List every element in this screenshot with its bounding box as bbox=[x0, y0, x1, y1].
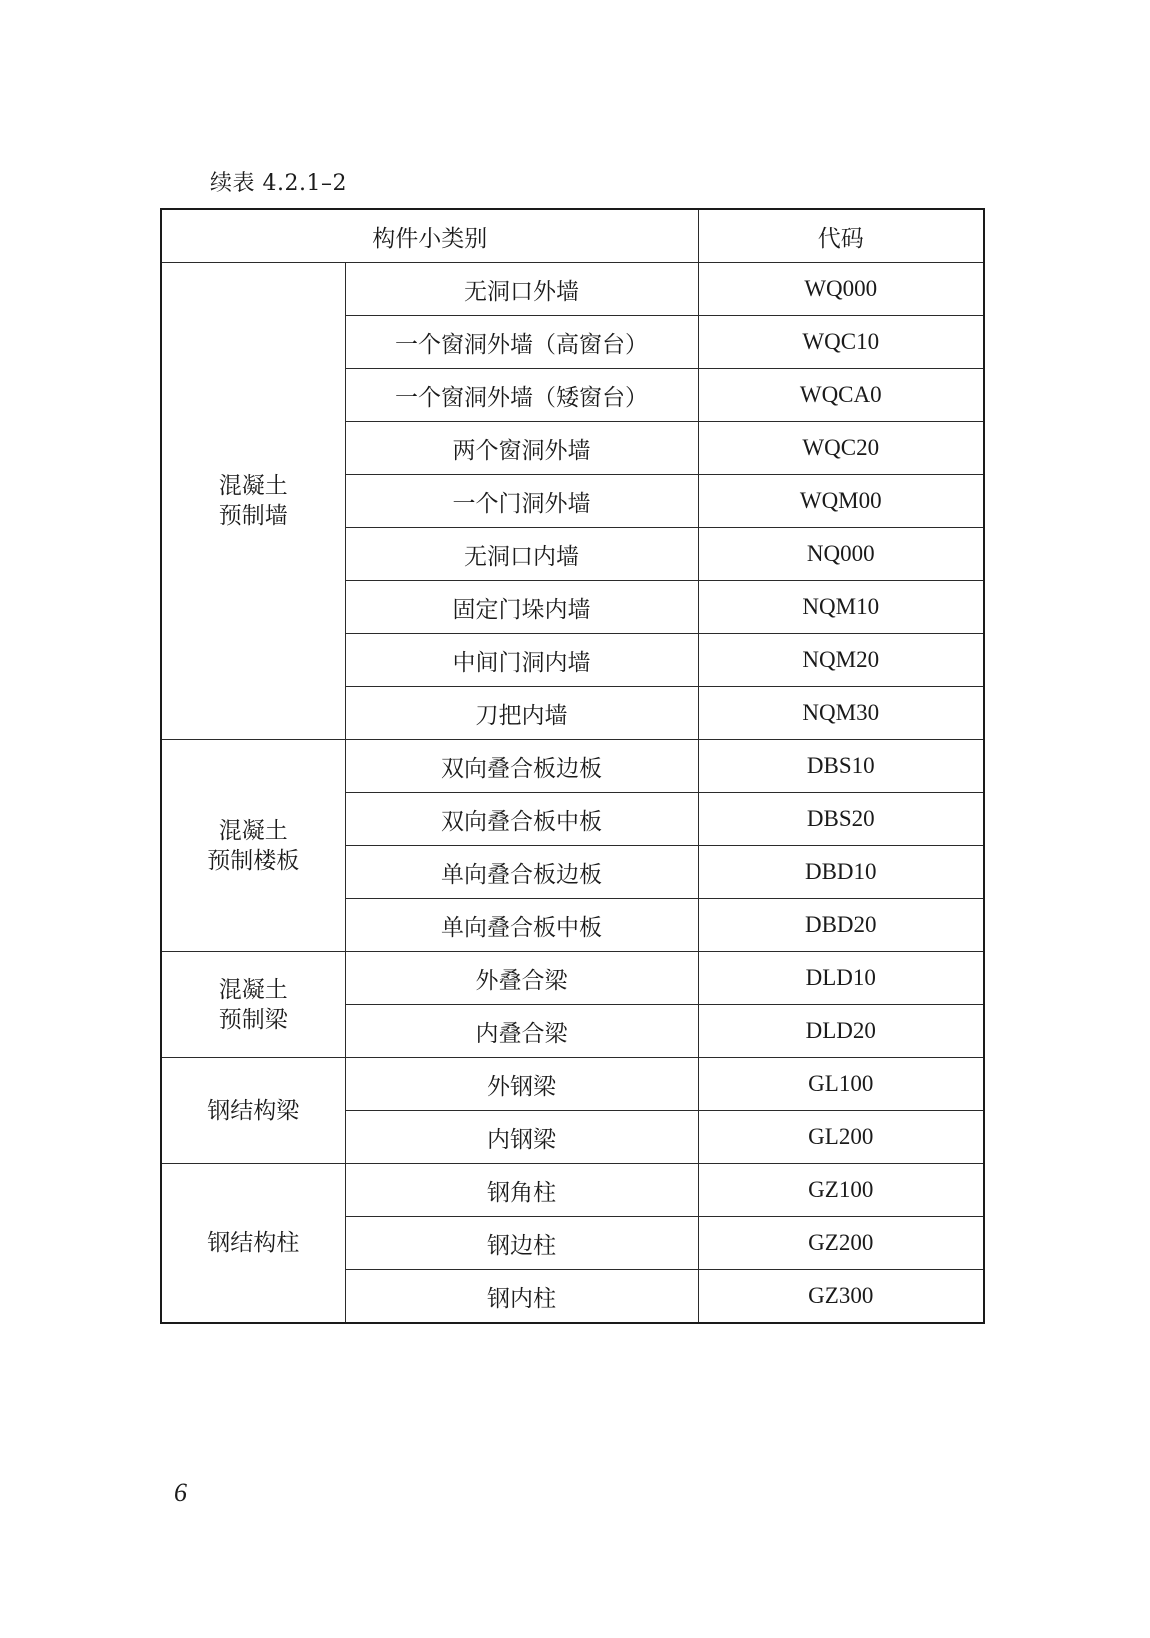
code-cell: DBD10 bbox=[698, 846, 984, 899]
header-code: 代码 bbox=[698, 209, 984, 263]
code-cell: GZ200 bbox=[698, 1217, 984, 1270]
category-cell: 混凝土 预制墙 bbox=[161, 263, 345, 740]
code-cell: DLD20 bbox=[698, 1005, 984, 1058]
code-cell: NQM10 bbox=[698, 581, 984, 634]
item-cell: 无洞口外墙 bbox=[345, 263, 698, 316]
item-cell: 中间门洞内墙 bbox=[345, 634, 698, 687]
item-cell: 刀把内墙 bbox=[345, 687, 698, 740]
table-row bbox=[161, 263, 984, 316]
item-cell: 无洞口内墙 bbox=[345, 528, 698, 581]
category-cell: 混凝土 预制梁 bbox=[161, 952, 345, 1058]
table-caption: 续表 4.2.1–2 bbox=[210, 171, 347, 196]
table-row bbox=[161, 740, 984, 793]
code-cell: GL200 bbox=[698, 1111, 984, 1164]
code-cell: WQC10 bbox=[698, 316, 984, 369]
code-cell: DBS10 bbox=[698, 740, 984, 793]
code-cell: NQ000 bbox=[698, 528, 984, 581]
item-cell: 外叠合梁 bbox=[345, 952, 698, 1005]
code-cell: DBD20 bbox=[698, 899, 984, 952]
category-cell: 钢结构柱 bbox=[161, 1164, 345, 1324]
component-code-table bbox=[160, 208, 985, 1324]
category-cell: 钢结构梁 bbox=[161, 1058, 345, 1164]
item-cell: 内叠合梁 bbox=[345, 1005, 698, 1058]
table-row bbox=[161, 1058, 984, 1111]
page-number: 6 bbox=[174, 1478, 187, 1507]
item-cell: 一个窗洞外墙（高窗台） bbox=[345, 316, 698, 369]
code-cell: NQM30 bbox=[698, 687, 984, 740]
item-cell: 一个窗洞外墙（矮窗台） bbox=[345, 369, 698, 422]
code-cell: GL100 bbox=[698, 1058, 984, 1111]
code-cell: NQM20 bbox=[698, 634, 984, 687]
category-cell: 混凝土 预制楼板 bbox=[161, 740, 345, 952]
item-cell: 钢边柱 bbox=[345, 1217, 698, 1270]
item-cell: 单向叠合板中板 bbox=[345, 899, 698, 952]
item-cell: 内钢梁 bbox=[345, 1111, 698, 1164]
item-cell: 单向叠合板边板 bbox=[345, 846, 698, 899]
table-header-row bbox=[161, 209, 984, 263]
code-cell: WQC20 bbox=[698, 422, 984, 475]
item-cell: 外钢梁 bbox=[345, 1058, 698, 1111]
code-cell: GZ100 bbox=[698, 1164, 984, 1217]
item-cell: 两个窗洞外墙 bbox=[345, 422, 698, 475]
code-cell: DBS20 bbox=[698, 793, 984, 846]
item-cell: 钢角柱 bbox=[345, 1164, 698, 1217]
item-cell: 一个门洞外墙 bbox=[345, 475, 698, 528]
code-cell: DLD10 bbox=[698, 952, 984, 1005]
item-cell: 双向叠合板边板 bbox=[345, 740, 698, 793]
code-cell: WQM00 bbox=[698, 475, 984, 528]
item-cell: 固定门垛内墙 bbox=[345, 581, 698, 634]
code-cell: GZ300 bbox=[698, 1270, 984, 1324]
header-category: 构件小类别 bbox=[161, 209, 698, 263]
code-cell: WQ000 bbox=[698, 263, 984, 316]
table-body bbox=[161, 263, 984, 1324]
item-cell: 双向叠合板中板 bbox=[345, 793, 698, 846]
table-row bbox=[161, 1164, 984, 1217]
code-cell: WQCA0 bbox=[698, 369, 984, 422]
table-row bbox=[161, 952, 984, 1005]
item-cell: 钢内柱 bbox=[345, 1270, 698, 1324]
